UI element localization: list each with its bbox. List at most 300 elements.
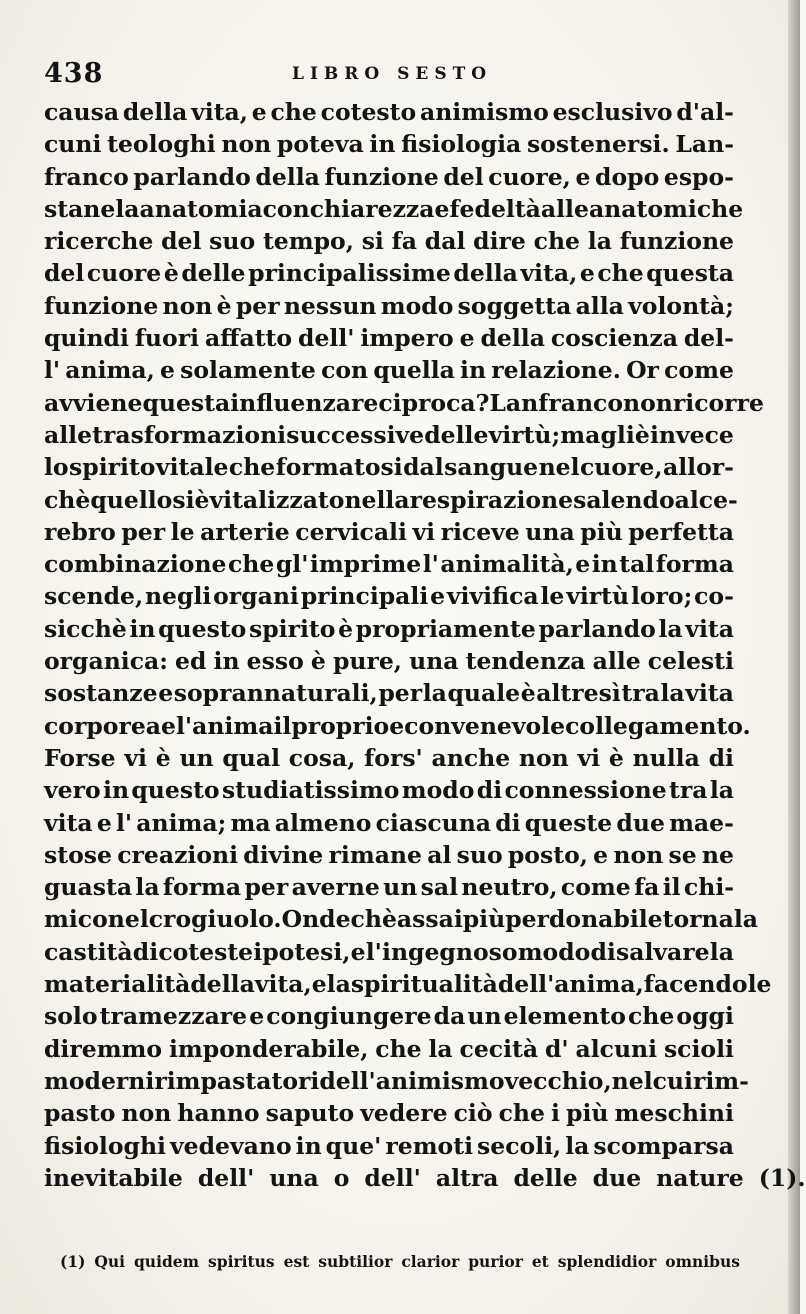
word: l' (175, 711, 193, 740)
word: che (627, 1002, 675, 1031)
word: vita, (254, 970, 312, 999)
word: in (213, 647, 240, 676)
word: anima (192, 711, 274, 740)
word: e (249, 1002, 265, 1031)
word: Lan- (675, 130, 734, 159)
word: e (311, 970, 327, 999)
word: si (361, 227, 384, 256)
word: reciproca? (351, 388, 490, 417)
word: fa (391, 227, 417, 256)
word: ma (560, 420, 601, 449)
word: congiungere (266, 1002, 432, 1031)
word: è (216, 291, 232, 320)
word: delle (424, 420, 489, 449)
page-number: 438 (44, 58, 104, 89)
word: coteste (158, 937, 254, 966)
word: la (587, 227, 612, 256)
word: spirito (248, 614, 336, 643)
word: alle (44, 420, 93, 449)
word: di (708, 743, 734, 772)
text-line (44, 257, 734, 289)
word: è (310, 647, 326, 676)
word: fedeltà (449, 194, 541, 223)
word: forma (162, 873, 242, 902)
word: i (551, 1099, 560, 1128)
body-text (44, 96, 806, 1194)
word: secoli, (477, 1131, 562, 1160)
word: castità (44, 937, 133, 966)
word: anima, (554, 970, 644, 999)
word: che (270, 98, 317, 126)
word: parlando (538, 614, 656, 643)
word: sostenersi. (526, 130, 670, 159)
word: da (433, 1002, 466, 1031)
text-line (44, 936, 734, 968)
word: della (122, 98, 188, 126)
word: e (159, 356, 175, 385)
text-line (44, 161, 734, 193)
word: e (575, 162, 591, 191)
word: in (103, 776, 130, 805)
word: anima; (136, 808, 227, 837)
word: non (221, 130, 272, 159)
word: imponderabile, (168, 1034, 369, 1063)
word: e (96, 808, 112, 837)
footnote-word: spiritus (208, 1252, 275, 1271)
word: respirazione (409, 485, 574, 514)
word: cui (652, 1066, 693, 1095)
word: Or (626, 356, 659, 385)
word: due (616, 808, 665, 837)
word: proprio (291, 711, 390, 740)
word: salvare (616, 937, 710, 966)
word: trasformazioni (92, 420, 287, 449)
word: vedevano (169, 1131, 292, 1160)
word: nulla (632, 743, 700, 772)
running-title: LIBRO SESTO (292, 64, 493, 84)
word: più (566, 1099, 609, 1128)
text-line (44, 613, 734, 645)
word: volontà; (628, 291, 734, 320)
word: questo (131, 776, 220, 805)
word: scioli (663, 1034, 734, 1063)
word: soggetta (457, 291, 572, 320)
word: neutro, (461, 873, 558, 902)
word: assai (396, 905, 463, 934)
text-line (44, 290, 734, 322)
word: della (190, 970, 255, 999)
word: altresì (536, 679, 621, 708)
word: sicchè (44, 614, 127, 643)
word: stane (44, 194, 116, 223)
word: nel (611, 1066, 653, 1095)
word: al (674, 485, 699, 514)
word: sangue (444, 453, 539, 482)
word: Ondechè (281, 905, 397, 934)
word: in (460, 356, 487, 385)
text-line (44, 903, 759, 935)
word: ricerche (44, 227, 154, 256)
word: scomparsa (593, 1131, 734, 1160)
text-line (44, 354, 734, 386)
word: una (525, 517, 575, 546)
word: organi (213, 582, 299, 611)
word: del (161, 227, 202, 256)
word: (1). (758, 1163, 806, 1192)
word: vi (577, 743, 601, 772)
word: almeno (274, 808, 372, 837)
word: non (518, 743, 569, 772)
word: anima, (65, 356, 155, 385)
word: alcuni (575, 1034, 658, 1063)
footnote (60, 1252, 740, 1271)
word: Lanfranco (489, 388, 624, 417)
word: che (228, 453, 276, 482)
word: affatto (204, 324, 293, 353)
word: in (369, 130, 396, 159)
word: l' (365, 937, 382, 966)
word: fisiologia (401, 130, 522, 159)
word: animismo (375, 1066, 505, 1095)
word: soprannaturali, (173, 679, 378, 708)
word: chè (44, 485, 91, 514)
word: franco (44, 162, 129, 191)
word: riceve (440, 517, 520, 546)
word: hanno (177, 1099, 260, 1128)
word: che (228, 550, 275, 579)
word: ricorre (672, 388, 764, 417)
word: quindi (44, 324, 129, 353)
word: anche (431, 743, 511, 772)
word: combinazione (44, 550, 227, 579)
word: per (235, 291, 280, 320)
word: e (161, 711, 176, 740)
word: qual (222, 743, 281, 772)
word: dell' (364, 1163, 421, 1192)
word: la (565, 1131, 590, 1160)
text-line (44, 677, 734, 709)
word: con (262, 194, 310, 223)
word: virtù (566, 582, 630, 611)
word: del (443, 162, 484, 191)
word: è (338, 614, 354, 643)
word: nel (107, 905, 149, 934)
word: esso (246, 647, 304, 676)
word: crogiuolo. (148, 905, 282, 934)
word: della (255, 162, 320, 191)
word: vitale (155, 453, 229, 482)
text-line (44, 96, 734, 128)
word: quello (90, 485, 173, 514)
word: per (244, 873, 289, 902)
word: un (179, 743, 214, 772)
word: tempo, (262, 227, 354, 256)
word: co- (694, 582, 734, 611)
word: con (321, 356, 369, 385)
word: che (375, 1034, 422, 1063)
word: impero (360, 324, 454, 353)
word: la (733, 905, 759, 934)
word: elemento (503, 1002, 626, 1031)
word: come (560, 873, 631, 902)
word: alla (575, 291, 624, 320)
word: la (422, 679, 447, 708)
word: la (326, 970, 351, 999)
word: lo (44, 453, 69, 482)
text-line (44, 580, 734, 612)
word: le (170, 517, 195, 546)
word: al (427, 840, 452, 869)
word: cecità (459, 1034, 539, 1063)
word: vi (412, 517, 436, 546)
text-line (44, 645, 734, 677)
word: dell' (197, 1163, 255, 1192)
word: è (155, 743, 171, 772)
word: salendo (573, 485, 675, 514)
word: se (668, 840, 697, 869)
word: divine (243, 840, 324, 869)
word: quale (447, 679, 521, 708)
word: e (575, 550, 591, 579)
footnote-word: est (283, 1252, 310, 1271)
word: modo (401, 776, 475, 805)
word: gli (600, 420, 635, 449)
word: allor- (663, 453, 734, 482)
word: e (430, 582, 446, 611)
word: gl' (275, 550, 309, 579)
word: per (121, 517, 166, 546)
word: delle (513, 1163, 578, 1192)
word: nella (344, 485, 410, 514)
word: inevitabile (44, 1163, 183, 1192)
word: la (709, 776, 734, 805)
word: è (608, 743, 624, 772)
word: vivifica (446, 582, 539, 611)
word: posto, (507, 840, 588, 869)
text-line (44, 1162, 806, 1194)
text-line (44, 1130, 734, 1162)
word: sostanze (44, 679, 158, 708)
word: chi- (683, 873, 734, 902)
word: suo (456, 840, 503, 869)
word: arterie (200, 517, 290, 546)
word: funzione (324, 162, 439, 191)
footnote-word: (1) (60, 1252, 86, 1271)
word: e (434, 194, 450, 223)
word: poteva (276, 130, 364, 159)
word: creazioni (117, 840, 239, 869)
word: ed (175, 647, 207, 676)
word: saputo (265, 1099, 355, 1128)
word: ce- (698, 485, 738, 514)
text-line (44, 1000, 734, 1032)
word: dell' (298, 324, 355, 353)
word: in (129, 614, 156, 643)
text-line (44, 1065, 749, 1097)
word: e (579, 259, 595, 288)
word: diremmo (44, 1034, 163, 1063)
word: Forse (44, 743, 116, 772)
word: ciò (453, 1099, 493, 1128)
word: solo (44, 1002, 98, 1031)
footnote-word: et (531, 1252, 549, 1271)
word: anatomiche (588, 194, 744, 223)
word: l' (44, 356, 61, 385)
word: rim- (692, 1066, 749, 1095)
text-line (44, 774, 734, 806)
word: cuore, (579, 453, 663, 482)
word: un (467, 1002, 502, 1031)
word: vero (44, 776, 101, 805)
word: funzione (619, 227, 734, 256)
word: dire (473, 227, 526, 256)
word: la (115, 194, 140, 223)
word: teologhi (107, 130, 216, 159)
word: cotesto (320, 98, 417, 126)
word: animismo (419, 98, 549, 126)
word: altra (435, 1163, 499, 1192)
word: si (172, 485, 195, 514)
word: coscienza (550, 324, 678, 353)
word: che (597, 259, 644, 288)
word: pasto (44, 1099, 116, 1128)
text-line (44, 322, 734, 354)
word: che (533, 227, 580, 256)
text-line (44, 516, 734, 548)
word: alle (540, 194, 589, 223)
word: perdonabile (505, 905, 663, 934)
word: spiritualità (350, 970, 498, 999)
word: la (658, 614, 683, 643)
word: rimpastatori (154, 1066, 320, 1095)
word: dal (403, 453, 444, 482)
word: che (498, 1099, 545, 1128)
word: è (163, 259, 179, 288)
word: mico (44, 905, 108, 934)
word: suo (209, 227, 256, 256)
word: delle (181, 259, 246, 288)
word: d'al- (676, 98, 734, 126)
word: non (121, 1099, 172, 1128)
word: l' (115, 808, 133, 837)
word: spirito (69, 453, 156, 482)
word: perfetta (628, 517, 734, 546)
word: que' (325, 1131, 382, 1160)
word: per (378, 679, 423, 708)
word: cosa, (288, 743, 356, 772)
word: della (480, 324, 545, 353)
word: propriamente (355, 614, 536, 643)
word: parlando (133, 162, 251, 191)
word: non (613, 840, 664, 869)
word: dopo (595, 162, 660, 191)
word: ma (230, 808, 271, 837)
word: vitalizzato (209, 485, 345, 514)
word: vecchio, (504, 1066, 612, 1095)
word: più (580, 517, 623, 546)
word: di (590, 937, 616, 966)
word: fors' (364, 743, 423, 772)
word: fa (634, 873, 660, 902)
word: due (592, 1163, 642, 1192)
text-line (44, 225, 734, 257)
word: e (350, 937, 366, 966)
word: scende, (44, 582, 144, 611)
word: della (453, 259, 518, 288)
word: pure, (332, 647, 402, 676)
word: relazione. (491, 356, 621, 385)
word: vita (685, 614, 734, 643)
word: cuni (44, 130, 102, 159)
word: vedere (360, 1099, 448, 1128)
word: meschini (614, 1099, 734, 1128)
word: quella (373, 356, 455, 385)
word: e (459, 324, 475, 353)
page-spine-shadow (788, 0, 800, 1314)
word: dal (424, 227, 466, 256)
word: la (428, 1034, 453, 1063)
word: è (194, 485, 210, 514)
footnote-word: omnibus (665, 1252, 740, 1271)
word: vi (124, 743, 147, 772)
word: le (540, 582, 565, 611)
text-line (44, 807, 734, 839)
word: dell' (497, 970, 555, 999)
word: in (591, 550, 618, 579)
word: del- (683, 324, 734, 353)
word: negli (144, 582, 212, 611)
word: connessione (504, 776, 667, 805)
word: vita, (191, 98, 248, 126)
word: solamente (180, 356, 316, 385)
word: sal (420, 873, 459, 902)
footnote-word: subtilior (318, 1252, 393, 1271)
word: è (520, 679, 536, 708)
word: dell' (319, 1066, 376, 1095)
word: ingegnoso (382, 937, 518, 966)
word: esclusivo (552, 98, 673, 126)
footnote-word: Qui (94, 1252, 126, 1271)
text-line (44, 484, 738, 516)
word: espo- (663, 162, 734, 191)
word: d' (544, 1034, 569, 1063)
word: oggi (676, 1002, 734, 1031)
word: cervicali (295, 517, 407, 546)
word: queste (524, 808, 613, 837)
word: animalità, (440, 550, 574, 579)
word: fuori (134, 324, 200, 353)
text-line (44, 451, 734, 483)
page-header (44, 58, 744, 94)
word: collegamento. (565, 711, 751, 740)
word: celesti (647, 647, 734, 676)
word: invece (650, 420, 734, 449)
word: stose (44, 840, 112, 869)
text-line (44, 548, 734, 580)
word: materialità (44, 970, 191, 999)
word: cuore, (488, 162, 571, 191)
word: tra (621, 679, 660, 708)
word: tal (619, 550, 655, 579)
word: o (333, 1163, 350, 1192)
word: la (135, 873, 160, 902)
word: e (158, 679, 174, 708)
word: fisiologhi (44, 1131, 166, 1160)
word: il (273, 711, 292, 740)
word: mae- (669, 808, 734, 837)
text-line (44, 968, 772, 1000)
word: guasta (44, 873, 133, 902)
